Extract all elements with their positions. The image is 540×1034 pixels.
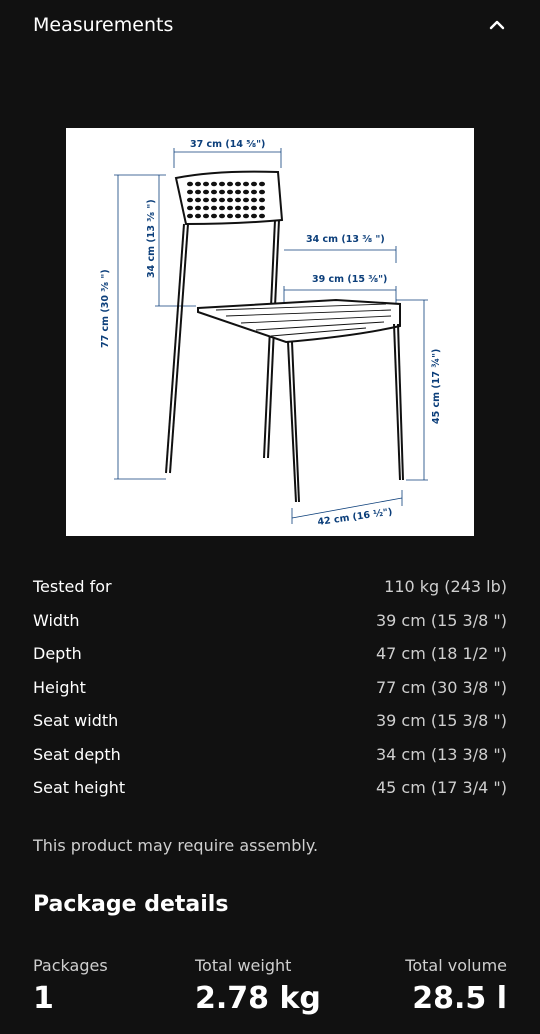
volume-label: Total volume (405, 956, 507, 975)
spec-label: Seat height (33, 778, 126, 798)
package-details (33, 956, 507, 1016)
packages-value: 1 (33, 981, 54, 1016)
section-title: Measurements (33, 14, 174, 36)
dim-seat-depth: 34 cm (13 ⅜ ") (306, 234, 385, 245)
spec-value: 34 cm (13 3/8 ") (375, 744, 507, 764)
spec-row-width (33, 604, 507, 638)
dim-seat-width: 39 cm (15 ⅜") (312, 274, 388, 285)
weight-value: 2.78 kg (195, 981, 321, 1016)
chair-dimension-diagram (66, 128, 474, 536)
spec-row-height (33, 671, 507, 705)
spec-label: Width (33, 610, 80, 630)
chevron-up-icon[interactable] (487, 15, 507, 35)
spec-row-seat-width (33, 704, 507, 738)
spec-label: Depth (33, 644, 82, 664)
dim-top-width: 37 cm (14 ⅝") (190, 139, 266, 150)
dim-seat-height: 45 cm (17 ¾") (431, 348, 442, 424)
chair-outline (166, 172, 403, 502)
spec-row-tested-for (33, 570, 507, 604)
spec-value: 39 cm (15 3/8 ") (375, 711, 507, 731)
spec-value: 45 cm (17 3/4 ") (375, 778, 507, 798)
spec-label: Tested for (33, 577, 112, 597)
spec-label: Height (33, 677, 86, 697)
packages-stat (33, 956, 108, 1016)
package-details-title: Package details (33, 892, 229, 917)
packages-label: Packages (33, 956, 108, 975)
spec-label: Seat width (33, 711, 119, 731)
spec-row-seat-depth (33, 738, 507, 772)
measurements-header[interactable] (33, 0, 507, 50)
spec-row-seat-height (33, 771, 507, 805)
spec-value: 110 kg (243 lb) (384, 577, 507, 597)
volume-stat (405, 956, 507, 1016)
assembly-note: This product may require assembly. (33, 836, 319, 855)
volume-value: 28.5 l (412, 981, 507, 1016)
chair-illustration (66, 128, 474, 536)
spec-value: 39 cm (15 3/8 ") (375, 610, 507, 630)
dim-back-height: 34 cm (13 ⅜ ") (146, 199, 157, 278)
dim-total-height: 77 cm (30 ⅜ ") (100, 269, 111, 348)
weight-label: Total weight (195, 956, 292, 975)
weight-stat (195, 956, 321, 1016)
spec-value: 47 cm (18 1/2 ") (375, 644, 507, 664)
specs-list (33, 570, 507, 805)
spec-label: Seat depth (33, 744, 121, 764)
dim-base-depth: 42 cm (16 ½") (316, 506, 394, 528)
spec-value: 77 cm (30 3/8 ") (375, 677, 507, 697)
spec-row-depth (33, 637, 507, 671)
